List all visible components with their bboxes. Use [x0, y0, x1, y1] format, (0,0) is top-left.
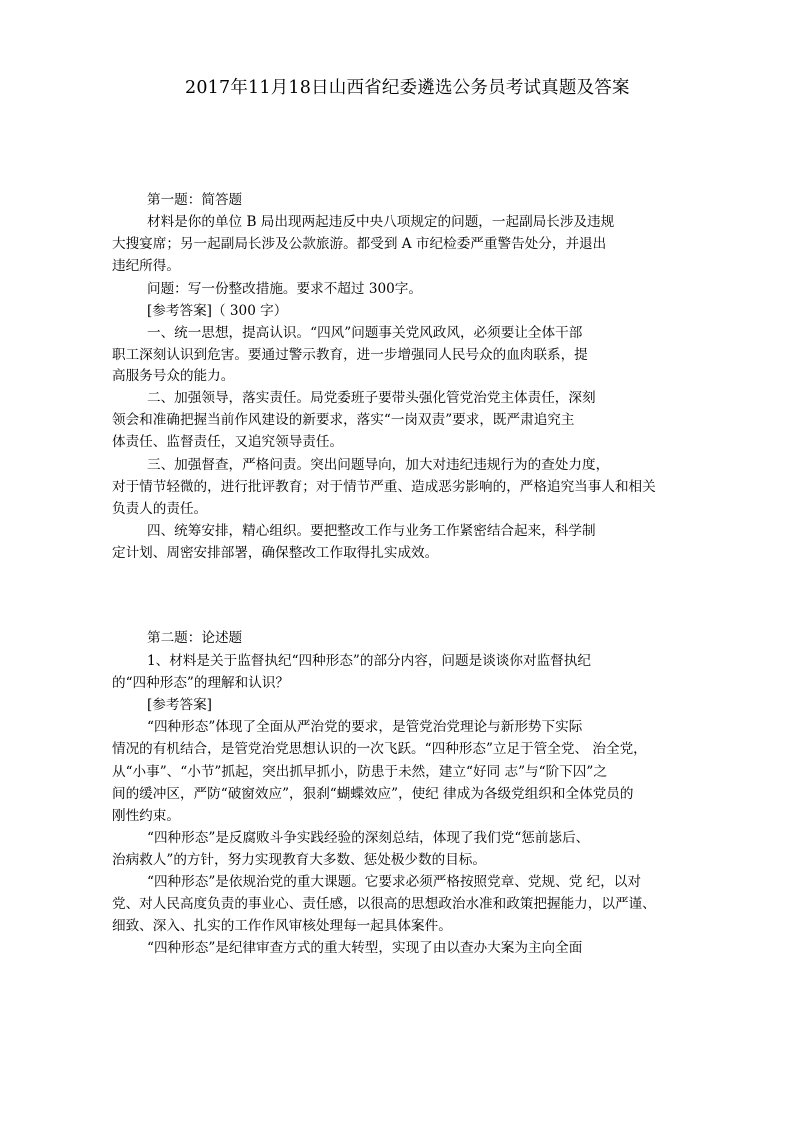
section-2-line: 的“四种形态”的理解和认识？: [112, 675, 290, 691]
section-2-line: 1、材料是关于监督执纪“四种形态”的部分内容，问题是谈谈你对监督执纪: [147, 653, 591, 669]
section-1-line: 四、统筹安排，精心组织。要把整改工作与业务工作紧密结合起来，科学制: [147, 523, 596, 539]
section-1-line: 职工深刻认识到危害。要通过警示教育，进一步增强同人民号众的血肉联系，提: [112, 347, 588, 363]
section-2-line: 治病救人”的方针，努力实现教育大多数、惩处极少数的目标。: [112, 852, 486, 868]
section-1-line: 一、统一思想，提高认识。“四风”问题事关党风政风，必须要让全体干部: [147, 325, 583, 341]
section-2-line: [参考答案]: [147, 697, 212, 713]
section-2-heading: 第二题：论述题: [147, 630, 243, 646]
section-2-line: 情况的有机结合，是管党治党思想认识的一次飞跃。“四种形态”立足于管全党、 治全党，: [112, 741, 647, 757]
section-1-line: 领会和准确把握当前作风建设的新要求，落实“一岗双责”要求，既严肃追究主: [112, 412, 575, 428]
section-1-line: 问题：写一份整改措施。要求不超过 300字。: [147, 281, 422, 297]
section-2-line: “四种形态”是反腐败斗争实践经验的深刻总结，体现了我们党“惩前毖后、: [147, 830, 590, 846]
section-1-line: 定计划、周密安排部署，确保整改工作取得扎实成效。: [112, 545, 439, 561]
section-1-line: 大搜宴席；另一起副局长涉及公款旅游。都受到 A 市纪检委严重警告处分，并退出: [112, 236, 607, 252]
section-1-line: 负责人的责任。: [112, 501, 208, 517]
section-2-line: 刚性约束。: [112, 808, 180, 824]
section-2-line: “四种形态”是纪律审查方式的重大转型，实现了由以查办大案为主向全面: [147, 940, 583, 956]
section-2-line: “四种形态”是依规治党的重大课题。它要求必须严格按照党章、党规、党 纪，以对: [147, 874, 641, 890]
section-2-line: “四种形态”体现了全面从严治党的要求，是管党治党理论与新形势下实际: [147, 719, 583, 735]
section-1-line: 对于情节轻微的，进行批评教育；对于情节严重、造成恶劣影响的，严格追究当事人和相关: [112, 479, 656, 495]
section-2-line: 间的缓冲区，严防“破窗效应”，狠刹“蝴蝶效应”，使纪 律成为各级党组织和全体党员的: [112, 786, 634, 802]
section-1-line: [参考答案]（ 300 字）: [147, 303, 288, 319]
document-title: 2017年11月18日山西省纪委遴选公务员考试真题及答案: [185, 78, 630, 98]
section-1-line: 违纪所得。: [112, 258, 180, 274]
section-2-line: 从“小事”、“小节”抓起，突出抓早抓小，防患于未然，建立“好同 志”与“阶下囚”之: [112, 764, 607, 780]
section-1-line: 体责任、监督责任，又追究领导责任。: [112, 434, 344, 450]
section-1-line: 二、加强领导，落实责任。局党委班子要带头强化管党治党主体责任，深刻: [147, 390, 596, 406]
section-1-heading: 第一题：简答题: [147, 192, 243, 208]
section-1-line: 三、加强督查，严格问责。突出问题导向，加大对违纪违规行为的查处力度，: [147, 457, 610, 473]
section-1-line: 材料是你的单位 B 局出现两起违反中央八项规定的问题，一起副局长涉及违规: [147, 214, 615, 230]
section-2-line: 细致、深入、扎实的工作作风审核处理每一起具体案件。: [112, 918, 452, 934]
section-2-line: 党、对人民高度负责的事业心、责任感，以很高的思想政治水准和政策把握能力，以严谨、: [112, 896, 656, 912]
section-1-line: 高服务号众的能力。: [112, 368, 235, 384]
